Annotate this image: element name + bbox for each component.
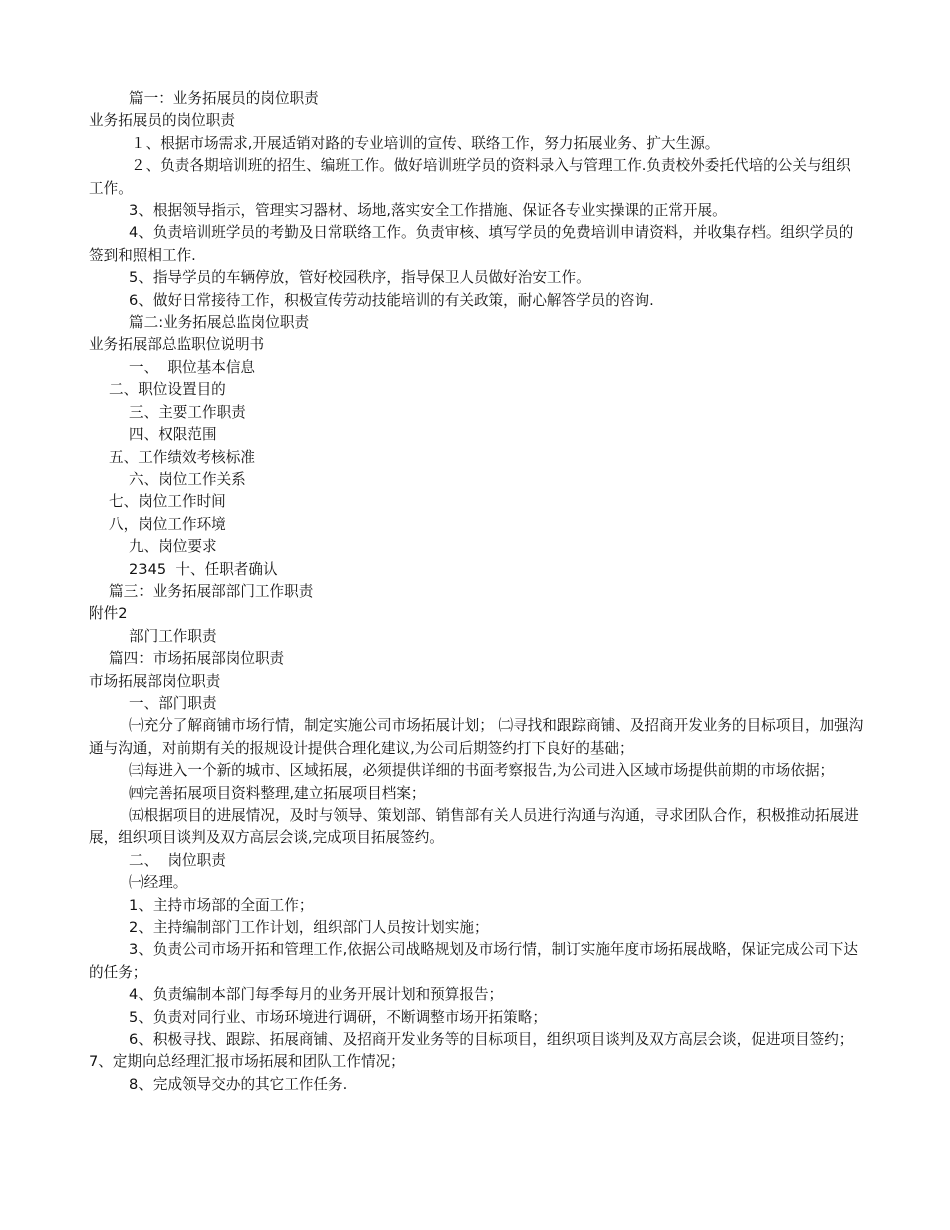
- list-item: 4、负责编制本部门每季每月的业务开展计划和预算报告；: [129, 986, 504, 1004]
- paragraph: １、根据市场需求,开展适销对路的专业培训的宣传、联络工作，努力拓展业务、扩大生源。: [131, 134, 720, 152]
- outline-item: 四、权限范围: [129, 426, 217, 444]
- paragraph: 3、根据领导指示，管理实习器材、场地,落实安全工作措施、保证各专业实操课的正常开展。: [129, 202, 727, 220]
- subheading: ㈠经理。: [129, 874, 188, 892]
- doc-title-1: 业务拓展员的岗位职责: [89, 112, 235, 130]
- section-heading-1: 篇一：业务拓展员的岗位职责: [129, 90, 319, 107]
- document-page: [0, 88, 950, 1096]
- outline-item: 八，岗位工作环境: [109, 515, 226, 533]
- outline-item: 七、岗位工作时间: [109, 493, 226, 511]
- doc-title-4: 市场拓展部岗位职责: [89, 672, 221, 690]
- paragraph: ㈢每进入一个新的城市、区域拓展，必须提供详细的书面考察报告,为公司进入区域市场提供前期的市场依据；: [129, 762, 835, 780]
- list-item: 6、积极寻找、跟踪、拓展商铺、及招商开发业务等的目标项目，组织项目谈判及双方高层会谈，促进项目签约；: [129, 1031, 854, 1049]
- list-item: 1、主持市场部的全面工作；: [129, 896, 314, 914]
- paragraph: ２、负责各期培训班的招生、编班工作。做好培训班学员的资料录入与管理工作.负责校外委托代培的公关与组织工作。: [89, 157, 851, 197]
- outline-item: 五、工作绩效考核标准: [109, 448, 255, 466]
- list-item: 3、负责公司市场开拓和管理工作,依据公司战略规划及市场行情，制订实施年度市场拓展战略，保证完成公司下达的任务；: [89, 941, 859, 981]
- outline-item: 2345 十、任职者确认: [129, 560, 278, 578]
- outline-item: 九、岗位要求: [129, 538, 217, 556]
- list-item: 2、主持编制部门工作计划，组织部门人员按计划实施；: [129, 919, 489, 937]
- outline-item: 三、主要工作职责: [129, 403, 246, 421]
- section-heading-4: 篇四：市场拓展部岗位职责: [109, 650, 285, 668]
- outline-item: 二、职位设置目的: [109, 381, 226, 399]
- doc-title-2: 业务拓展部总监职位说明书: [89, 336, 265, 354]
- paragraph: 5、指导学员的车辆停放，管好校园秩序，指导保卫人员做好治安工作。: [129, 269, 591, 287]
- attachment-label: 附件2: [89, 605, 128, 623]
- paragraph: ㈤根据项目的进展情况，及时与领导、策划部、销售部有关人员进行沟通与沟通，寻求团队合作，积极推动拓展进展，组织项目谈判及双方高层会谈,完成项目拓展签约。: [89, 807, 859, 847]
- outline-item: 六、岗位工作关系: [129, 470, 246, 488]
- outline-item: 一、 职位基本信息: [129, 358, 256, 376]
- subheading: 二、 岗位职责: [129, 851, 226, 869]
- section-heading-3: 篇三：业务拓展部部门工作职责: [109, 582, 314, 600]
- paragraph: 6、做好日常接待工作，积极宣传劳动技能培训的有关政策，耐心解答学员的咨询.: [129, 291, 654, 309]
- subheading: 一、部门职责: [129, 694, 217, 712]
- list-item: 5、负责对同行业、市场环境进行调研，不断调整市场开拓策略；: [129, 1008, 547, 1026]
- doc-title-3: 部门工作职责: [129, 627, 217, 645]
- section-heading-2: 篇二:业务拓展总监岗位职责: [129, 314, 310, 332]
- list-item: 7、定期向总经理汇报市场拓展和团队工作情况；: [89, 1053, 405, 1071]
- paragraph: 4、负责培训班学员的考勤及日常联络工作。负责审核、填写学员的免费培训申请资料，并收集存档。组织学员的签到和照相工作.: [89, 224, 854, 264]
- paragraph: ㈠充分了解商铺市场行情，制定实施公司市场拓展计划； ㈡寻找和跟踪商铺、及招商开发业务的目标项目，加强沟通与沟通，对前期有关的报规设计提供合理化建议,为公司后期签约打下良好的基础；: [89, 717, 864, 757]
- list-item: 8、完成领导交办的其它工作任务.: [129, 1075, 348, 1093]
- paragraph: ㈣完善拓展项目资料整理,建立拓展项目档案；: [129, 784, 426, 802]
